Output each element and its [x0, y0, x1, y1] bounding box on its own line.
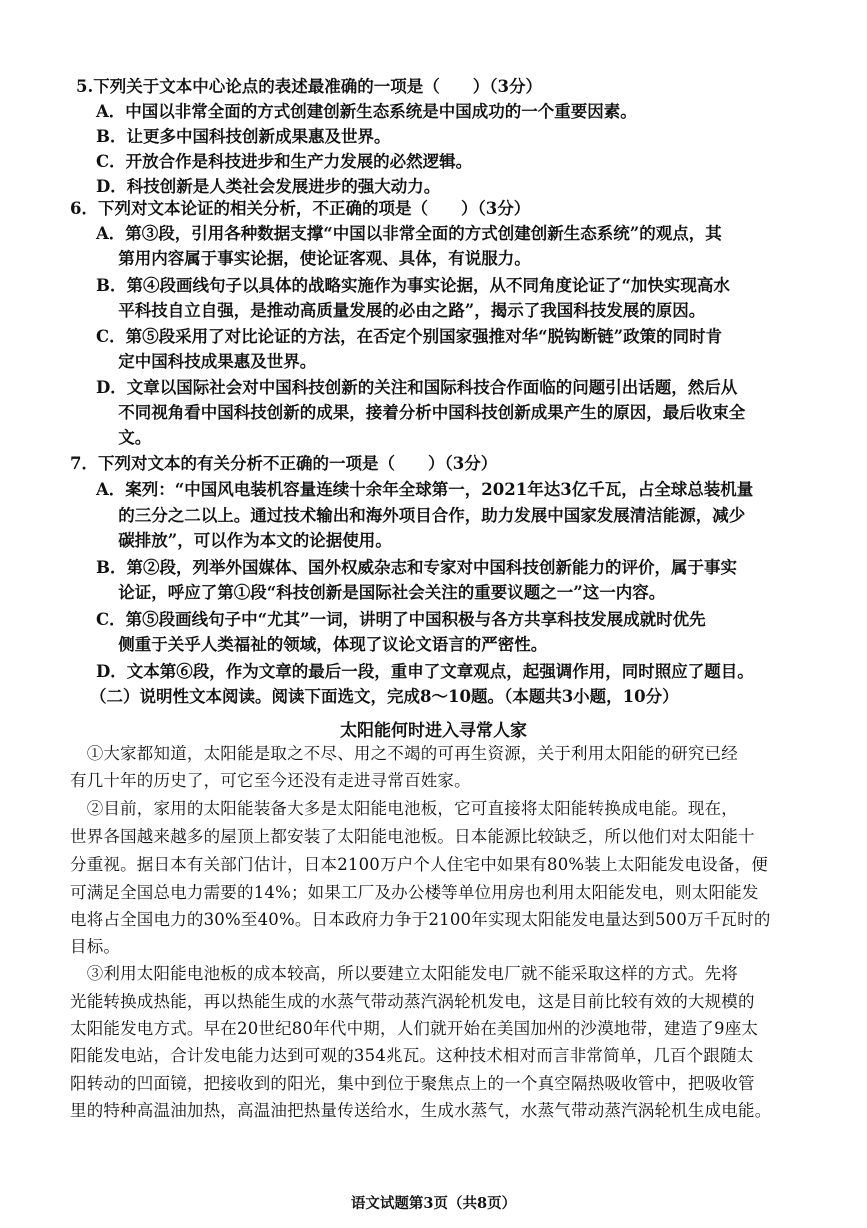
- article-title: 太阳能何时进入寻常人家: [340, 721, 527, 741]
- article-paragraph-line: 世界各国越来越多的屋顶上都安装了太阳能电池板。日本能源比较缺乏，所以他们对太阳能十: [70, 827, 755, 846]
- question-6-option-d-line-3: 文。: [96, 428, 152, 447]
- question-5-option-a: A．中国以非常全面的方式创建创新生态系统是中国成功的一个重要因素。: [96, 102, 637, 121]
- question-6-option-d-line-1: D．文章以国际社会对中国科技创新的关注和国际科技合作面临的问题引出话题，然后从: [96, 378, 738, 397]
- question-7-option-b-line-1: B．第②段，列举外国媒体、国外权威杂志和专家对中国科技创新能力的评价，属于事实: [96, 558, 737, 577]
- question-7-option-c-line-1: C．第⑤段画线句子中“尤其”一词，讲明了中国积极与各方共享科技发展成就时优先: [96, 610, 706, 629]
- article-paragraph-line: 阳转动的凹面镜，把接收到的阳光，集中到位于聚焦点上的一个真空隔热吸收管中，把吸收管: [70, 1074, 755, 1093]
- article-paragraph-line: ①大家都知道，太阳能是取之不尽、用之不竭的可再生资源，关于利用太阳能的研究已经: [70, 744, 738, 763]
- question-6-option-d-line-2: 不同视角看中国科技创新的成果，接着分析中国科技创新成果产生的原因，最后收束全: [96, 403, 746, 422]
- question-6-option-c-line-1: C．第⑤段采用了对比论证的方法，在否定个别国家强推对华“脱钩断链”政策的同时肯: [96, 327, 723, 346]
- question-5-option-d: D．科技创新是人类社会发展进步的强大动力。: [96, 177, 441, 196]
- article-paragraph-line: 有几十年的历史了，可它至今还没有走进寻常百姓家。: [70, 771, 471, 790]
- question-6-option-a-line-2: 第用内容属于事实论据，使论证客观、具体，有说服力。: [96, 249, 531, 268]
- article-paragraph-line: ③利用太阳能电池板的成本较高，所以要建立太阳能发电厂就不能采取这样的方式。先将: [70, 964, 738, 983]
- article-paragraph-line: 目标。: [70, 937, 121, 956]
- question-6-option-b-line-1: B．第④段画线句子以具体的战略实施作为事实论据，从不同角度论证了“加快实现高水: [96, 276, 730, 295]
- article-paragraph-line: 分重视。据日本有关部门估计，日本2100万户个人住宅中如果有80%装上太阳能发电设备，便: [70, 855, 768, 874]
- article-paragraph-line: 光能转换成热能，再以热能生成的水蒸气带动蒸汽涡轮机发电，这是目前比较有效的大规模的: [70, 992, 755, 1011]
- article-paragraph-line: 电将占全国电力的30%至40%。日本政府力争于2100年实现太阳能发电量达到500万千瓦时的: [70, 910, 771, 929]
- question-6-option-c-line-2: 定中国科技成果惠及世界。: [96, 352, 317, 371]
- question-7-option-a-line-3: 碳排放”，可以作为本文的论据使用。: [96, 531, 392, 550]
- section-heading: （二）说明性文本阅读。阅读下面选文，完成8～10题。（本题共3小题，10分）: [90, 687, 679, 706]
- article-paragraph-line: 阳能发电站，合计发电能力达到可观的354兆瓦。这种技术相对而言非常简单，几百个跟随太: [70, 1046, 754, 1065]
- question-7-option-d: D．文本第⑥段，作为文章的最后一段，重申了文章观点，起强调作用，同时照应了题目。: [96, 662, 754, 681]
- question-5-option-c: C．开放合作是科技进步和生产力发展的必然逻辑。: [96, 152, 473, 171]
- question-6-option-a-line-1: A．第③段，引用各种数据支撑“中国以非常全面的方式创建创新生态系统”的观点，其: [96, 224, 722, 243]
- question-7-option-a-line-1: A．案列：“中国风电装机容量连续十余年全球第一，2021年达3亿千瓦，占全球总装机量: [96, 480, 754, 499]
- article-paragraph-line: 里的特种高温油加热，高温油把热量传送给水，生成水蒸气，水蒸气带动蒸汽涡轮机生成电能。: [70, 1101, 772, 1120]
- article-paragraph-line: 太阳能发电方式。早在20世纪80年代中期，人们就开始在美国加州的沙漠地带，建造了9座太: [70, 1019, 759, 1038]
- question-7-option-a-line-2: 的三分之二以上。通过技术输出和海外项目合作，助力发展中国家发展清洁能源，减少: [96, 506, 746, 525]
- page-footer: 语文试题第3页（共8页）: [350, 1195, 517, 1212]
- question-5-stem: 5.下列关于文本中心论点的表述最准确的一项是（ ）（3分）: [76, 77, 542, 96]
- question-6-option-b-line-2: 平科技自立自强，是推动高质量发展的必由之路”，揭示了我国科技发展的原因。: [96, 301, 706, 320]
- question-6-stem: 6．下列对文本论证的相关分析，不正确的项是（ ）（3分）: [70, 199, 531, 218]
- article-paragraph-line: ②目前，家用的太阳能装备大多是太阳能电池板，它可直接将太阳能转换成电能。现在，: [70, 799, 738, 818]
- question-7-option-b-line-2: 论证，呼应了第①段“科技创新是国际社会关注的重要议题之一”这一内容。: [96, 583, 666, 602]
- question-7-option-c-line-2: 侧重于关乎人类福祉的领域，体现了议论文语言的严密性。: [96, 635, 548, 654]
- question-5-option-b: B．让更多中国科技创新成果惠及世界。: [96, 127, 391, 146]
- article-paragraph-line: 可满足全国总电力需要的14%；如果工厂及办公楼等单位用房也利用太阳能发电，则太阳能发: [70, 883, 759, 902]
- question-7-stem: 7．下列对文本的有关分析不正确的一项是（ ）（3分）: [70, 454, 498, 473]
